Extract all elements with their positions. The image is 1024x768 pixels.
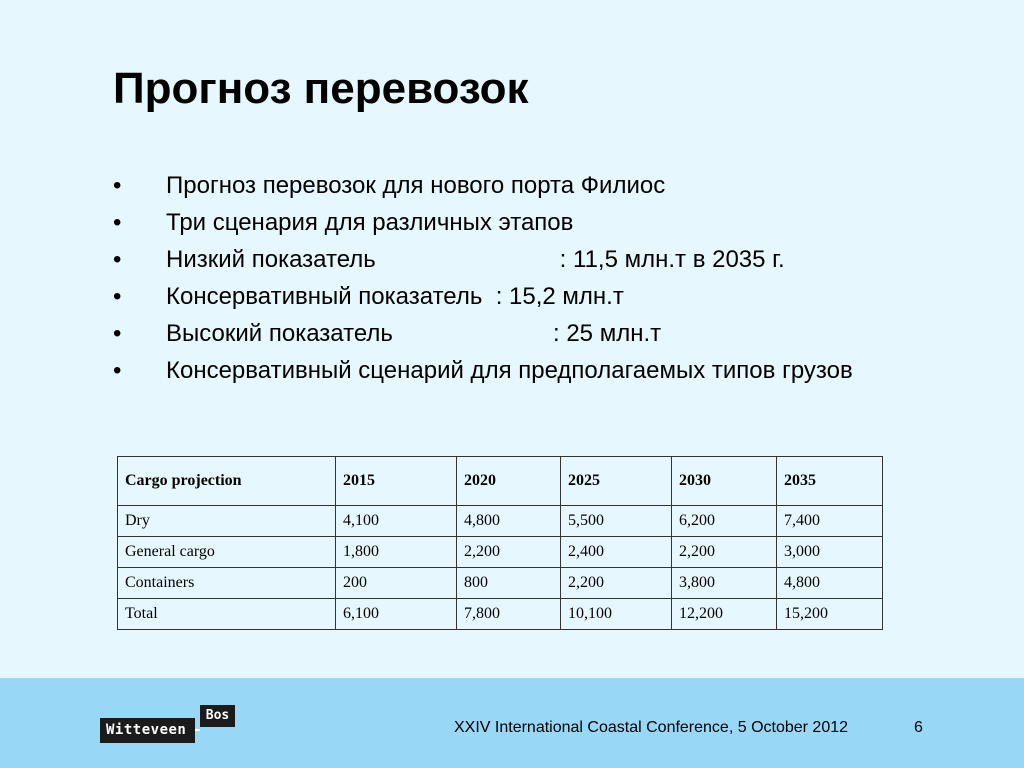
bullet-item: [113, 320, 913, 348]
table-cell: General cargo: [118, 537, 336, 568]
table-header-cell: 2025: [561, 457, 672, 506]
table-row: [118, 537, 883, 568]
table-cell: Containers: [118, 568, 336, 599]
scenario-value: : 25 млн.т: [553, 320, 662, 347]
bullet-marker: •: [113, 320, 122, 347]
table-cell: 4,100: [336, 506, 457, 537]
table-cell: Dry: [118, 506, 336, 537]
table-cell: 2,200: [561, 568, 672, 599]
table-cell: 5,500: [561, 506, 672, 537]
table-row: [118, 599, 883, 630]
table-cell: 6,100: [336, 599, 457, 630]
table-cell: 4,800: [457, 506, 561, 537]
slide-title: Прогноз перевозок: [113, 64, 529, 113]
bullet-marker: •: [113, 209, 122, 236]
table-header-cell: 2015: [336, 457, 457, 506]
conference-footer: XXIV International Coastal Conference, 5 October 2012: [454, 719, 849, 736]
table-row: [118, 506, 883, 537]
scenario-label: Консервативный показатель: [166, 283, 483, 310]
scenario-value: : 15,2 млн.т: [482, 283, 624, 310]
table-header-row: [118, 457, 883, 506]
bullet-text: [166, 283, 913, 311]
scenario-label: Низкий показатель: [166, 246, 376, 273]
bullet-item: [113, 246, 913, 274]
bullet-item: [113, 283, 913, 311]
bullet-item: [113, 209, 913, 237]
bullet-text: Консервативный сценарий для предполагаемых типов грузов: [166, 357, 853, 384]
table-cell: 4,800: [777, 568, 883, 599]
bullet-item: [113, 357, 913, 385]
bullet-marker: •: [113, 172, 122, 199]
bullet-text: [166, 320, 913, 348]
table-cell: 2,200: [457, 537, 561, 568]
table-header-cell: 2035: [777, 457, 883, 506]
table-cell: 2,400: [561, 537, 672, 568]
cargo-projection-table: [117, 456, 883, 630]
bullet-marker: •: [113, 357, 122, 384]
bullet-item: [113, 172, 913, 200]
bullet-text: Три сценария для различных этапов: [166, 209, 574, 236]
table-cell: 200: [336, 568, 457, 599]
bullet-text: Прогноз перевозок для нового порта Филиос: [166, 172, 666, 199]
table-cell: 15,200: [777, 599, 883, 630]
table-cell: 12,200: [672, 599, 777, 630]
bullet-text: [166, 246, 913, 274]
table-cell: Total: [118, 599, 336, 630]
table-cell: 10,100: [561, 599, 672, 630]
table-cell: 3,800: [672, 568, 777, 599]
scenario-value: : 11,5 млн.т в 2035 г.: [553, 246, 785, 273]
table-header-cell: 2030: [672, 457, 777, 506]
page-number: 6: [914, 719, 923, 736]
bullet-marker: •: [113, 246, 122, 273]
logo-main-text: Witteveen: [100, 718, 195, 743]
table-cell: 6,200: [672, 506, 777, 537]
table-header-cell: Cargo projection: [118, 457, 336, 506]
table-cell: 800: [457, 568, 561, 599]
bullet-list: [113, 172, 913, 394]
table-cell: 1,800: [336, 537, 457, 568]
table-cell: 2,200: [672, 537, 777, 568]
scenario-label: Высокий показатель: [166, 320, 393, 347]
logo-dash: [195, 729, 200, 731]
table-header-cell: 2020: [457, 457, 561, 506]
bullet-marker: •: [113, 283, 122, 310]
logo-sub-text: Bos: [200, 705, 235, 727]
table-cell: 7,800: [457, 599, 561, 630]
table-cell: 3,000: [777, 537, 883, 568]
witteveen-bos-logo: [100, 705, 240, 745]
table-cell: 7,400: [777, 506, 883, 537]
table-row: [118, 568, 883, 599]
